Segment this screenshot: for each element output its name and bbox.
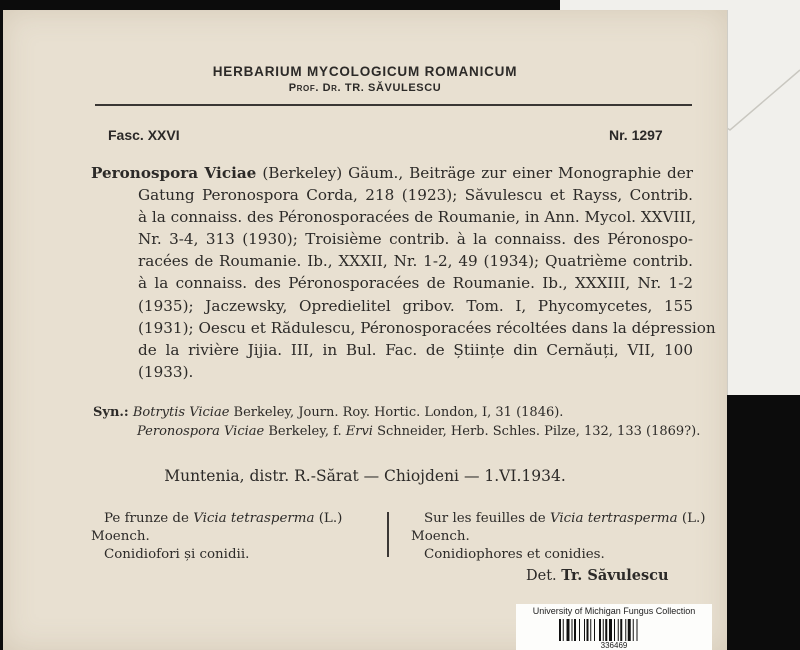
host-info-french (411, 510, 706, 564)
citation-line: racées de Roumanie. Ib., XXXII, Nr. 1-2, 49 (1934); Quatrième contrib. (138, 252, 693, 271)
citation-line: Gatung Peronospora Corda, 218 (1923); Săvulescu et Rayss, Contrib. (138, 186, 693, 205)
collection-locality: Muntenia, distr. R.-Sărat — Chiojdeni — 1.VI.1934. (164, 467, 566, 485)
citation-line: Nr. 3-4, 313 (1930); Troisième contrib. à la connaiss. des Péronospo- (138, 230, 693, 249)
species-citation (91, 162, 716, 383)
host-line: Pe frunze de Vicia tetrasperma (L.) (104, 511, 343, 526)
host-structures: Conidiofori și conidii. (104, 547, 250, 562)
host-authority: Moench. (411, 529, 470, 544)
accession-number: 336469 (600, 641, 628, 650)
collection-barcode-label (516, 604, 712, 650)
header-rule (95, 104, 692, 106)
herbarium-title: HERBARIUM MYCOLOGICUM ROMANICUM (212, 64, 518, 79)
synonym-line: Syn.: Botrytis Viciae Berkeley, Journ. Roy. Hortic. London, I, 31 (1846). (93, 405, 564, 420)
citation-line: Peronospora Viciae (Berkeley) Gäum., Beiträge zur einer Monographie der (91, 164, 693, 182)
citation-line: (1931); Oescu et Rădulescu, Péronosporacées récoltées dans la dépression (138, 318, 716, 337)
synonym-line: Peronospora Viciae Berkeley, f. Ervi Schneider, Herb. Schles. Pilze, 132, 133 (1869?). (137, 424, 701, 439)
citation-line: à la connaiss. des Péronosporacées de Roumanie, in Ann. Mycol. XXVIII, (138, 208, 697, 227)
citation-line: à la connaiss. des Péronosporacées de Roumanie. Ib., XXXIII, Nr. 1-2 (138, 274, 693, 293)
citation-line: (1935); Jaczewsky, Opredielitel gribov. Tom. I, Phycomycetes, 155 (138, 296, 693, 315)
fascicle-number: Fasc. XXVI (108, 127, 180, 143)
species-name: Peronospora Viciae (91, 164, 257, 182)
host-info-romanian (91, 510, 381, 564)
host-line: Sur les feuilles de Vicia tertrasperma (L.) (424, 511, 706, 526)
citation-line: (1933). (138, 362, 194, 381)
host-structures: Conidiophores et conidies. (424, 547, 605, 562)
synonyms (93, 403, 703, 441)
column-divider (387, 512, 389, 557)
synonym-label: Syn.: (93, 405, 129, 420)
herbarium-label (3, 10, 727, 650)
citation-line: de la rivière Jijia. III, in Bul. Fac. de Științe din Cernăuți, VII, 100 (138, 340, 693, 359)
specimen-number: Nr. 1297 (609, 127, 663, 143)
collection-name: University of Michigan Fungus Collection (532, 606, 696, 616)
host-authority: Moench. (91, 529, 150, 544)
determiner: Det. Tr. Săvulescu (526, 567, 669, 584)
herbarium-professor: Prof. Dr. TR. SĂVULESCU (288, 82, 442, 94)
barcode-icon (559, 619, 669, 641)
